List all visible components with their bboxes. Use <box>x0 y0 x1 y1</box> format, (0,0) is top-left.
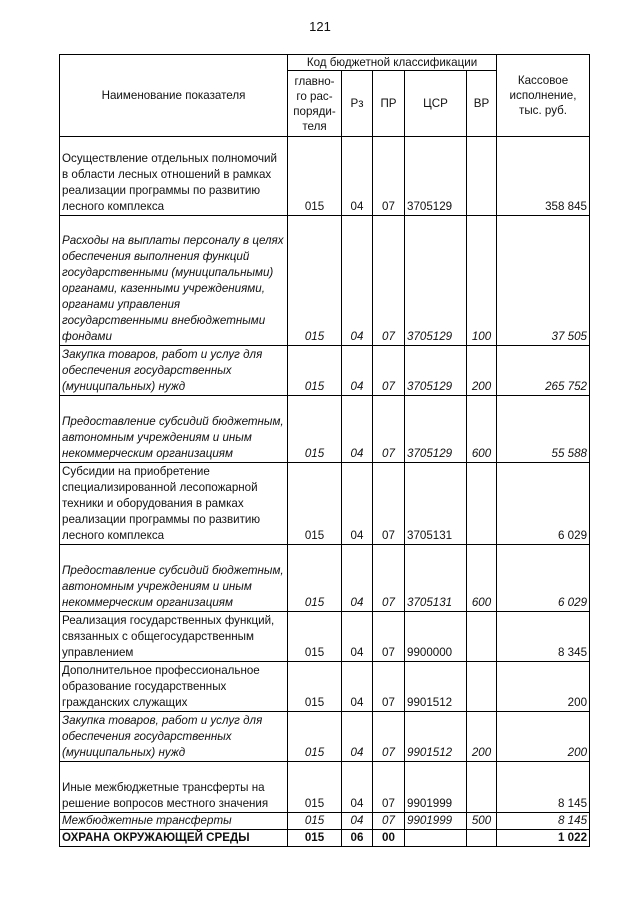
row-name: Осуществление отдельных полномочий в области лесных отношений в рамках реализации программы по развитию лесного комплекса <box>60 137 288 216</box>
row-main-manager-code: 015 <box>288 463 342 545</box>
row-csr-code: 3705131 <box>405 545 467 612</box>
header-classification-group: Код бюджетной классификации <box>288 55 497 71</box>
row-pr-code: 07 <box>373 463 405 545</box>
row-amount: 8 145 <box>497 762 590 813</box>
row-rz-code: 04 <box>342 346 373 396</box>
row-pr-code: 07 <box>373 137 405 216</box>
table-row <box>60 762 590 813</box>
row-rz-code: 04 <box>342 545 373 612</box>
table-row <box>60 662 590 712</box>
row-main-manager-code: 015 <box>288 346 342 396</box>
row-vr-code: 200 <box>467 346 497 396</box>
row-amount: 8 145 <box>497 813 590 830</box>
row-rz-code: 04 <box>342 463 373 545</box>
row-vr-code: 200 <box>467 712 497 762</box>
row-rz-code: 04 <box>342 216 373 346</box>
row-amount: 358 845 <box>497 137 590 216</box>
row-rz-code: 06 <box>342 830 373 847</box>
row-pr-code: 07 <box>373 612 405 662</box>
row-rz-code: 04 <box>342 762 373 813</box>
row-main-manager-code: 015 <box>288 612 342 662</box>
row-vr-code: 100 <box>467 216 497 346</box>
row-name: Иные межбюджетные трансферты на решение вопросов местного значения <box>60 762 288 813</box>
row-rz-code: 04 <box>342 662 373 712</box>
row-rz-code: 04 <box>342 396 373 463</box>
table-row <box>60 463 590 545</box>
row-amount: 8 345 <box>497 612 590 662</box>
row-csr-code: 9901999 <box>405 813 467 830</box>
row-pr-code: 00 <box>373 830 405 847</box>
row-name: Межбюджетные трансферты <box>60 813 288 830</box>
table-row <box>60 830 590 847</box>
row-rz-code: 04 <box>342 813 373 830</box>
row-pr-code: 07 <box>373 762 405 813</box>
row-name: Закупка товаров, работ и услуг для обеспечения государственных (муниципальных) нужд <box>60 346 288 396</box>
row-main-manager-code: 015 <box>288 830 342 847</box>
header-csr: ЦСР <box>405 71 467 137</box>
row-csr-code: 3705131 <box>405 463 467 545</box>
row-main-manager-code: 015 <box>288 762 342 813</box>
row-name: Предоставление субсидий бюджетным, автономным учреждениям и иным некоммерческим организациям <box>60 545 288 612</box>
row-amount: 200 <box>497 662 590 712</box>
budget-table <box>59 54 590 847</box>
row-name: Реализация государственных функций, связанных с общегосударственным управлением <box>60 612 288 662</box>
row-vr-code: 600 <box>467 396 497 463</box>
table-row <box>60 346 590 396</box>
row-name: Предоставление субсидий бюджетным, автономным учреждениям и иным некоммерческим организациям <box>60 396 288 463</box>
row-main-manager-code: 015 <box>288 712 342 762</box>
row-csr-code: 3705129 <box>405 396 467 463</box>
row-vr-code <box>467 137 497 216</box>
row-pr-code: 07 <box>373 545 405 612</box>
row-pr-code: 07 <box>373 216 405 346</box>
row-amount: 6 029 <box>497 545 590 612</box>
row-name: Субсидии на приобретение специализированной лесопожарной техники и оборудования в рамках реализации программы по развитию лесного комплекса <box>60 463 288 545</box>
row-vr-code <box>467 762 497 813</box>
row-amount: 265 752 <box>497 346 590 396</box>
table-body <box>60 137 590 847</box>
row-main-manager-code: 015 <box>288 396 342 463</box>
row-csr-code: 9901999 <box>405 762 467 813</box>
table-row <box>60 545 590 612</box>
row-csr-code: 9901512 <box>405 712 467 762</box>
row-csr-code: 9900000 <box>405 612 467 662</box>
row-main-manager-code: 015 <box>288 662 342 712</box>
table-row <box>60 712 590 762</box>
header-pr: ПР <box>373 71 405 137</box>
page-number: 121 <box>309 19 331 34</box>
row-rz-code: 04 <box>342 612 373 662</box>
row-name: Расходы на выплаты персоналу в целях обеспечения выполнения функций государственными (муниципальными) органами, казенными учреждениями, органами управления государственными внебюджетными фондами <box>60 216 288 346</box>
table-row <box>60 216 590 346</box>
row-csr-code: 3705129 <box>405 137 467 216</box>
header-vr: ВР <box>467 71 497 137</box>
row-name: Дополнительное профессиональное образование государственных гражданских служащих <box>60 662 288 712</box>
row-vr-code <box>467 612 497 662</box>
table-row <box>60 396 590 463</box>
row-amount: 200 <box>497 712 590 762</box>
header-main-manager: главно- го рас- поряди- теля <box>288 71 342 137</box>
row-csr-code: 9901512 <box>405 662 467 712</box>
row-main-manager-code: 015 <box>288 216 342 346</box>
row-pr-code: 07 <box>373 813 405 830</box>
row-pr-code: 07 <box>373 346 405 396</box>
row-csr-code: 3705129 <box>405 216 467 346</box>
row-name: ОХРАНА ОКРУЖАЮЩЕЙ СРЕДЫ <box>60 830 288 847</box>
table-row <box>60 612 590 662</box>
table-row <box>60 137 590 216</box>
row-rz-code: 04 <box>342 712 373 762</box>
header-rz: Рз <box>342 71 373 137</box>
row-main-manager-code: 015 <box>288 137 342 216</box>
row-pr-code: 07 <box>373 662 405 712</box>
row-vr-code <box>467 830 497 847</box>
row-vr-code <box>467 463 497 545</box>
table-row <box>60 813 590 830</box>
row-amount: 1 022 <box>497 830 590 847</box>
row-amount: 37 505 <box>497 216 590 346</box>
row-name: Закупка товаров, работ и услуг для обеспечения государственных (муниципальных) нужд <box>60 712 288 762</box>
row-csr-code: 3705129 <box>405 346 467 396</box>
row-pr-code: 07 <box>373 712 405 762</box>
row-vr-code: 600 <box>467 545 497 612</box>
row-main-manager-code: 015 <box>288 545 342 612</box>
row-csr-code <box>405 830 467 847</box>
row-amount: 55 588 <box>497 396 590 463</box>
row-main-manager-code: 015 <box>288 813 342 830</box>
header-amount: Кассовое исполнение, тыс. руб. <box>497 55 590 137</box>
row-vr-code: 500 <box>467 813 497 830</box>
header-name: Наименование показателя <box>60 55 288 137</box>
row-amount: 6 029 <box>497 463 590 545</box>
row-pr-code: 07 <box>373 396 405 463</box>
row-rz-code: 04 <box>342 137 373 216</box>
row-vr-code <box>467 662 497 712</box>
